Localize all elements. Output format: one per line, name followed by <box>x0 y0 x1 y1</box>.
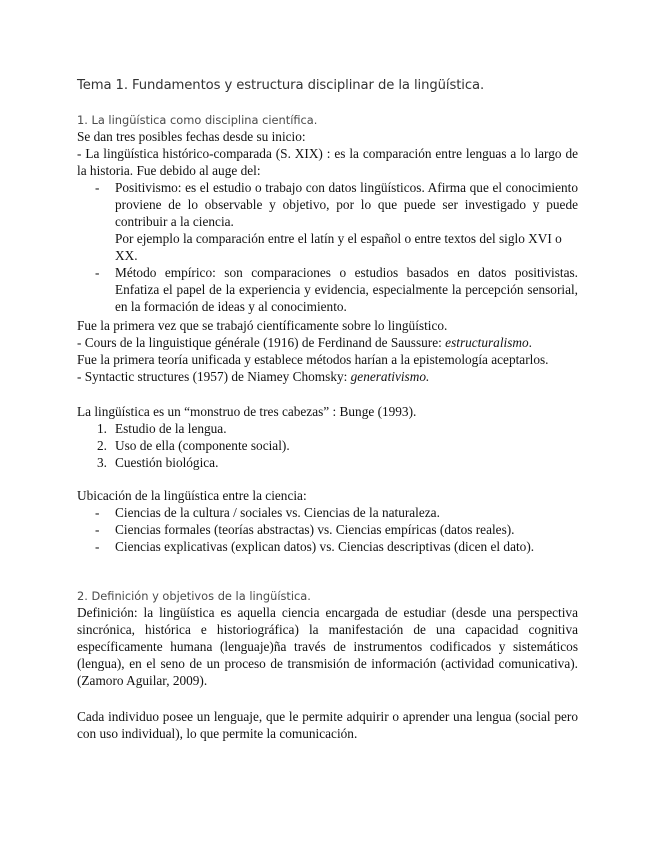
list-item <box>77 264 578 315</box>
list-item <box>77 179 578 230</box>
syntactic-italic: generativismo. <box>350 369 430 384</box>
ubicacion-block <box>77 487 578 555</box>
list-text: Cuestión biológica. <box>115 455 219 470</box>
section-1-body <box>77 128 578 315</box>
list-item <box>77 420 578 437</box>
cours-italic: estructuralismo <box>445 335 529 350</box>
cours-text <box>77 334 578 351</box>
list-item: - Ciencias explicativas (explican datos) vs. Ciencias descriptivas (dicen el dato). <box>77 538 578 555</box>
list-item <box>77 454 578 471</box>
fue-primera-text: Fue la primera vez que se trabajó científicamente sobre lo lingüístico. <box>77 318 448 333</box>
list-item: - Ciencias de la cultura / sociales vs. Ciencias de la naturaleza. <box>77 504 578 521</box>
teoria-text: Fue la primera teoría unificada y establece métodos harían a la epistemología aceptarlos. <box>77 352 549 367</box>
ubicacion-text: Ubicación de la lingüística entre la ciencia: <box>77 488 307 503</box>
document-title: Tema 1. Fundamentos y estructura disciplinar de la lingüística. <box>77 78 485 93</box>
list-text: Estudio de la lengua. <box>115 421 227 436</box>
positivism-list <box>77 179 578 230</box>
list-item <box>77 437 578 454</box>
three-heads-list <box>77 420 578 471</box>
section-2-body <box>77 604 578 689</box>
cada-individuo-text: Cada individuo posee un lenguaje, que le permite adquirir o aprender una lengua (social pero con uso individual), lo que permite la comunicación. <box>77 709 578 741</box>
cours-suffix: . <box>528 335 532 350</box>
syntactic-text <box>77 368 578 385</box>
example-text: Por ejemplo la comparación entre el latín y el español o entre textos del siglo XVI o XX. <box>115 231 562 263</box>
list-item: - Ciencias formales (teorías abstractas) vs. Ciencias empíricas (datos reales). <box>77 521 578 538</box>
syntactic-prefix: - Syntactic structures (1957) de Niamey Chomsky: <box>77 369 351 384</box>
list-number: 3. <box>97 455 107 470</box>
empirical-list <box>77 264 578 315</box>
list-text: Uso de ella (componente social). <box>115 438 290 453</box>
bullet-positivismo: Positivismo: es el estudio o trabajo con datos lingüísticos. Afirma que el conocimiento proviene de lo observable y objetivo, por lo que puede ser investigado y puede contribuir a la ciencia. <box>115 180 578 229</box>
section-2-heading: 2. Definición y objetivos de la lingüística. <box>77 589 311 603</box>
monstruo-text: La lingüística es un “monstruo de tres cabezas” : Bunge (1993). <box>77 404 417 419</box>
ubicacion-list <box>77 504 578 555</box>
cada-individuo-block <box>77 708 578 742</box>
monstruo-block <box>77 403 578 471</box>
intro-text: Se dan tres posibles fechas desde su inicio: <box>77 129 306 144</box>
list-number: 1. <box>97 421 107 436</box>
cours-prefix: - Cours de la linguistique générale (1916) de Ferdinand de Saussure: <box>77 335 446 350</box>
dates-block <box>77 317 578 385</box>
definicion-text: Definición: la lingüística es aquella ciencia encargada de estudiar (desde una perspectiva sincrónica, histórica e historiográfica) la manifestación de una capacidad cognitiva específicamente humana (lenguaje)ña través de instrumentos codificados y sistemáticos (lengua), en el seno de un proceso de transmisión de información (actividad comunicativa). (Zamoro Aguilar, 2009). <box>77 605 578 688</box>
first-date-text: - La lingüística histórico-comparada (S. XIX) : es la comparación entre lenguas a lo largo de la historia. Fue debido al auge del: <box>77 146 578 178</box>
section-1-heading: 1. La lingüística como disciplina científica. <box>77 113 318 127</box>
list-number: 2. <box>97 438 107 453</box>
bullet-metodo-empirico: Método empírico: son comparaciones o estudios basados en datos positivistas. Enfatiza el papel de la experiencia y evidencia, especialmente la percepción sensorial, en la formación de ideas y al conocimiento. <box>115 265 578 314</box>
